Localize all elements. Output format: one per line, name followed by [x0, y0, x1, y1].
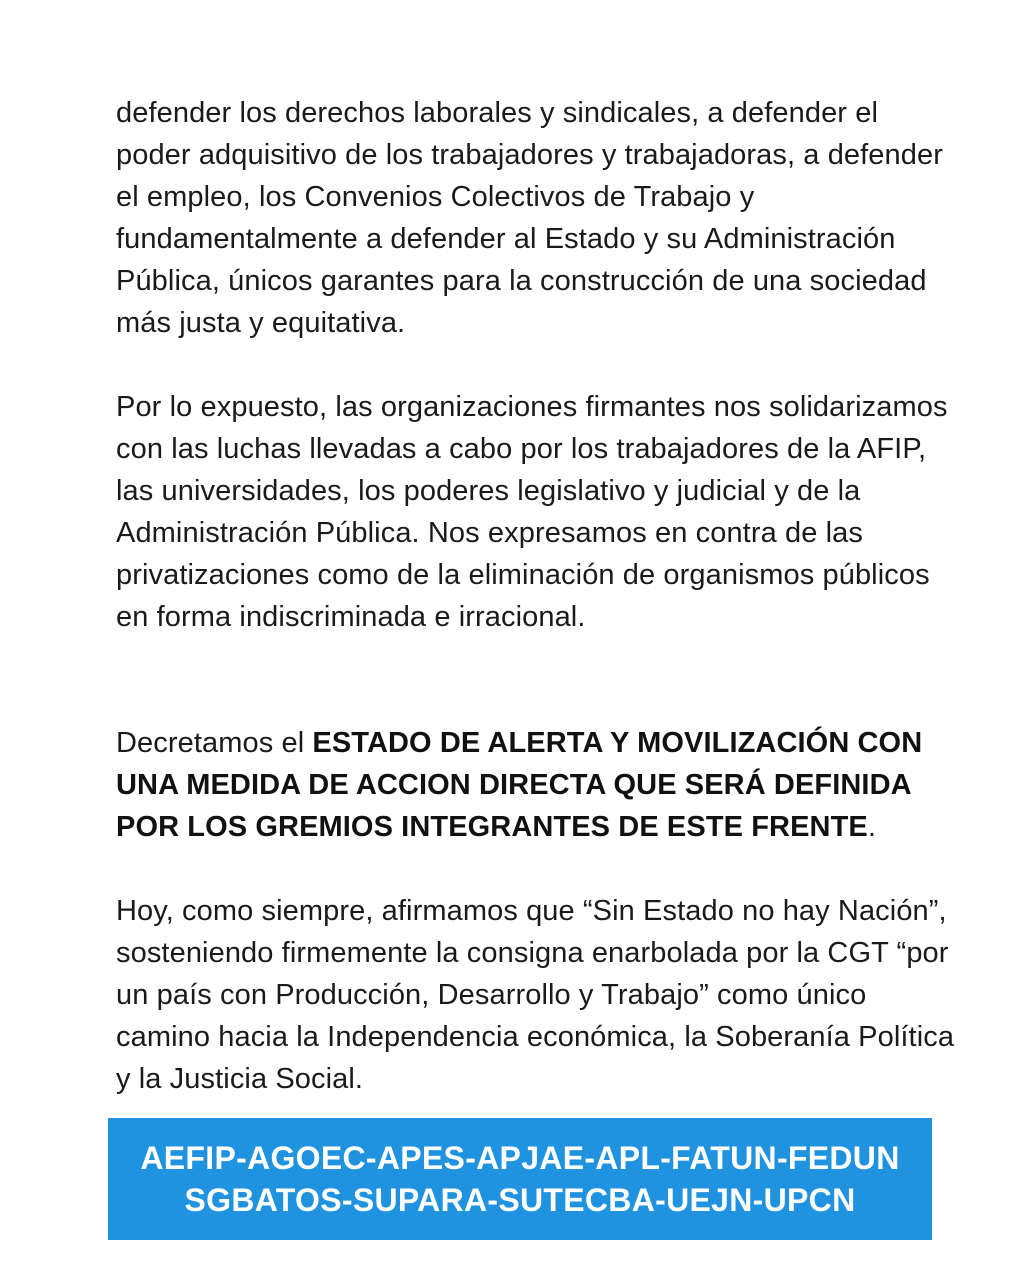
paragraph-estado-de-alerta [116, 722, 956, 848]
unions-signature-banner [108, 1118, 932, 1240]
paragraph-sin-estado-no-hay-nacion: Hoy, como siempre, afirmamos que “Sin Estado no hay Nación”, sosteniendo firmemente la consigna enarbolada por la CGT “por un país con Producción, Desarrollo y Trabajo” como único camino hacia la Independencia económica, la Soberanía Política y la Justicia Social. [116, 895, 955, 1095]
estado-de-alerta-intro: Decretamos el [116, 727, 313, 759]
unions-line-1: AEFIP-AGOEC-APES-APJAE-APL-FATUN-FEDUN [140, 1140, 900, 1176]
estado-de-alerta-period: . [867, 811, 876, 843]
paragraph-solidaridad: Por lo expuesto, las organizaciones firmantes nos solidarizamos con las luchas llevadas a cabo por los trabajadores de la AFIP, las universidades, los poderes legislativo y judicial y de la Administración Pública. Nos expresamos en contra de las privatizaciones como de la eliminación de organismos públicos en forma indiscriminada e irracional. [116, 391, 948, 633]
paragraph-defender-derechos: defender los derechos laborales y sindicales, a defender el poder adquisitivo de los trabajadores y trabajadoras, a defender el empleo, los Convenios Colectivos de Trabajo y fundamentalmente a defender al Estado y su Administración Pública, únicos garantes para la construcción de una sociedad más justa y equitativa. [116, 97, 943, 339]
unions-line-2: SGBATOS-SUPARA-SUTECBA-UEJN-UPCN [184, 1182, 856, 1218]
estado-de-alerta-declaration: ESTADO DE ALERTA Y MOVILIZACIÓN CON UNA MEDIDA DE ACCION DIRECTA QUE SERÁ DEFINIDA POR LOS GREMIOS INTEGRANTES DE ESTE FRENTE [116, 727, 923, 843]
